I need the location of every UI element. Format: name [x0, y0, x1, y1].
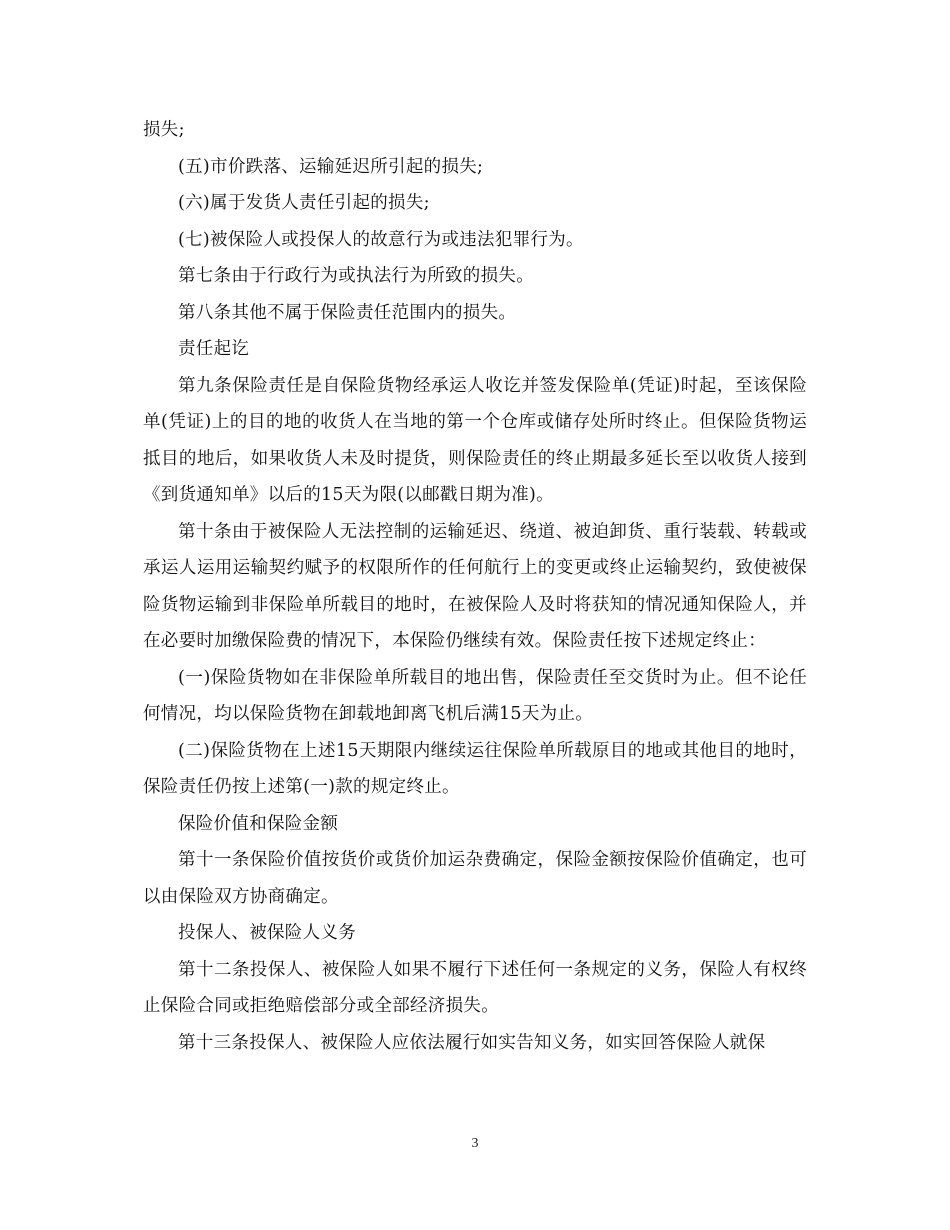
section-heading-insured-value: 保险价值和保险金额 — [178, 813, 339, 834]
clause-item-5: (五)市价跌落、运输延迟所引起的损失; — [178, 156, 484, 177]
section-heading-liability-period: 责任起讫 — [178, 339, 250, 359]
article-10-item-2: (二)保险货物在上述15天期限内继续运往保险单所载原目的地或其他目的地时，保险责任仍按上述第(一)款的规定终止。 — [143, 740, 807, 797]
article-10-item-1: (一)保险货物如在非保险单所载目的地出售，保险责任至交货时为止。但不论任何情况，均以保险货物在卸载地卸离飞机后满15天为止。 — [143, 667, 807, 724]
article-12: 第十二条投保人、被保险人如果不履行下述任何一条规定的义务，保险人有权终止保险合同或拒绝赔偿部分或全部经济损失。 — [143, 959, 807, 1016]
article-9: 第九条保险责任是自保险货物经承运人收讫并签发保险单(凭证)时起，至该保险单(凭证)上的目的地的收货人在当地的第一个仓库或储存处所时终止。但保险货物运抵目的地后，如果收货人未及时提货，则保险责任的终止期最多延长至以收货人接到《到货通知单》以后的15天为限(以邮戳日期为准)。 — [143, 375, 807, 505]
document-body — [143, 112, 807, 1061]
clause-item-7: (七)被保险人或投保人的故意行为或违法犯罪行为。 — [178, 229, 584, 250]
article-10: 第十条由于被保险人无法控制的运输延迟、绕道、被迫卸货、重行装载、转载或承运人运用运输契约赋予的权限所作的任何航行上的变更或终止运输契约，致使被保险货物运输到非保险单所载目的地时，在被保险人及时将获知的情况通知保险人，并在必要时加缴保险费的情况下，本保险仍继续有效。保险责任按下述规定终止： — [143, 521, 807, 651]
article-8: 第八条其他不属于保险责任范围内的损失。 — [178, 302, 517, 323]
article-11: 第十一条保险价值按货价或货价加运杂费确定，保险金额按保险价值确定，也可以由保险双方协商确定。 — [143, 850, 807, 907]
paragraph-continuation: 损失; — [143, 120, 185, 140]
article-7: 第七条由于行政行为或执法行为所致的损失。 — [178, 266, 534, 286]
article-13: 第十三条投保人、被保险人应依法履行如实告知义务，如实回答保险人就保 — [178, 1032, 766, 1053]
page-number: 3 — [471, 1136, 479, 1151]
clause-item-6: (六)属于发货人责任引起的损失; — [178, 193, 430, 213]
section-heading-obligations: 投保人、被保险人义务 — [178, 923, 356, 943]
